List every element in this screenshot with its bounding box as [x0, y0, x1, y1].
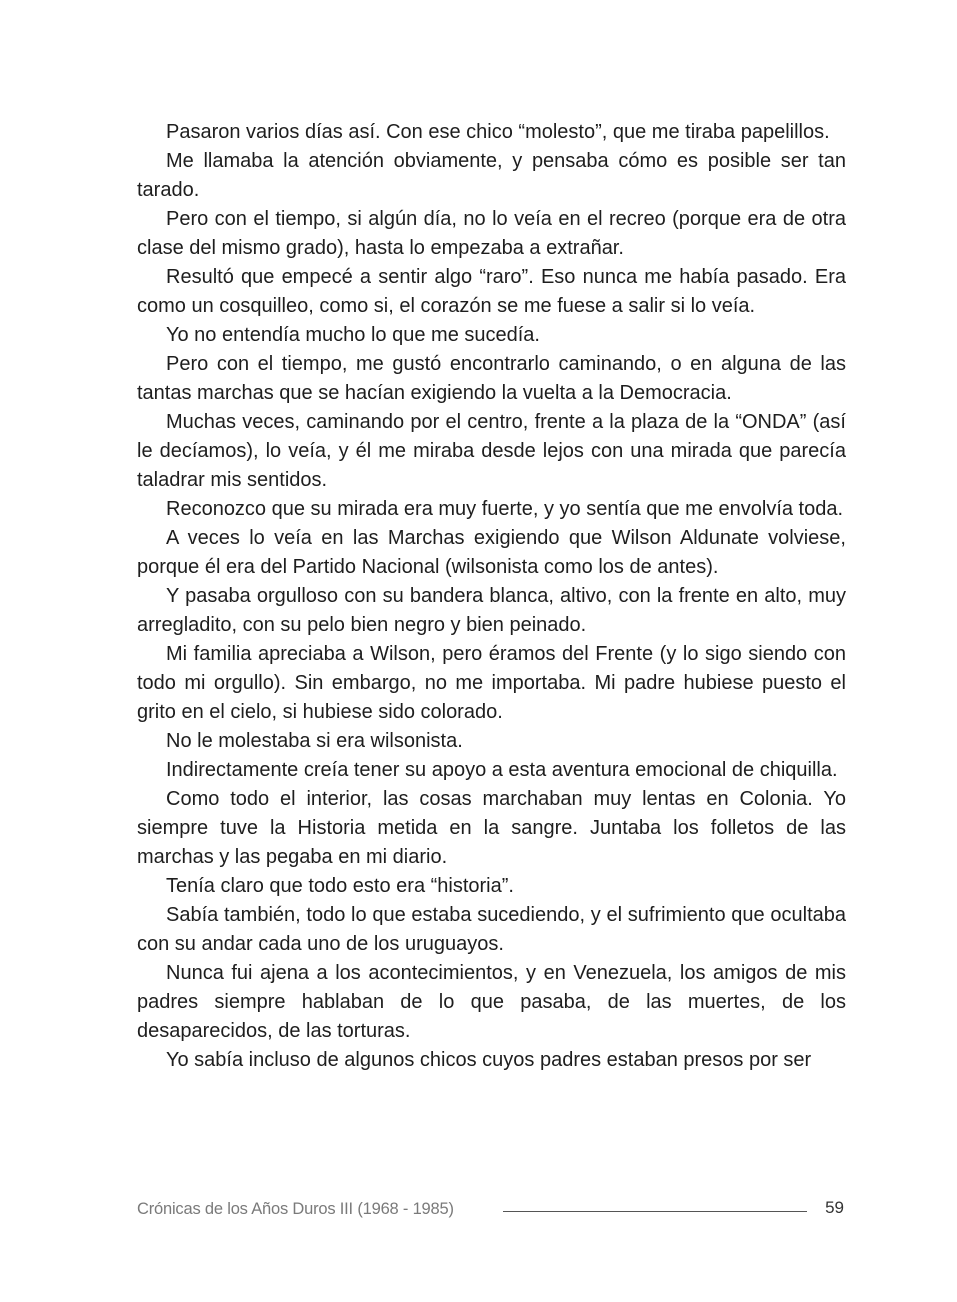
paragraph: Resultó que empecé a sentir algo “raro”. Eso nunca me había pasado. Era como un cosquilleo, como si, el corazón se me fuese a salir si lo veía. — [137, 266, 846, 317]
paragraph: Y pasaba orgulloso con su bandera blanca, altivo, con la frente en alto, muy arregladito, con su pelo bien negro y bien peinado. — [137, 585, 846, 636]
paragraph: Indirectamente creía tener su apoyo a esta aventura emocional de chiquilla. — [166, 759, 838, 781]
paragraph: A veces lo veía en las Marchas exigiendo que Wilson Aldunate volviese, porque él era del Partido Nacional (wilsonista como los de antes). — [137, 527, 846, 578]
paragraph: Pasaron varios días así. Con ese chico “molesto”, que me tiraba papelillos. — [166, 121, 830, 143]
paragraph: Como todo el interior, las cosas marchaban muy lentas en Colonia. Yo siempre tuve la Historia metida en la sangre. Juntaba los folletos de las marchas y las pegaba en mi diario. — [137, 788, 846, 868]
paragraph: Nunca fui ajena a los acontecimientos, y en Venezuela, los amigos de mis padres siempre hablaban de lo que pasaba, de las muertes, de los desaparecidos, de las torturas. — [137, 962, 846, 1042]
paragraph: Me llamaba la atención obviamente, y pensaba cómo es posible ser tan tarado. — [137, 150, 846, 201]
paragraph: Sabía también, todo lo que estaba sucediendo, y el sufrimiento que ocultaba con su andar cada uno de los uruguayos. — [137, 904, 846, 955]
page-number: 59 — [825, 1198, 844, 1217]
paragraph: Mi familia apreciaba a Wilson, pero éramos del Frente (y lo sigo siendo con todo mi orgullo). Sin embargo, no me importaba. Mi padre hubiese puesto el grito en el cielo, si hubiese sido colorado. — [137, 643, 846, 723]
paragraph: No le molestaba si era wilsonista. — [166, 730, 463, 752]
paragraph: Reconozco que su mirada era muy fuerte, y yo sentía que me envolvía toda. — [166, 498, 844, 520]
paragraph: Pero con el tiempo, si algún día, no lo veía en el recreo (porque era de otra clase del mismo grado), hasta lo empezaba a extrañar. — [137, 208, 846, 259]
footer-book-title: Crónicas de los Años Duros III (1968 - 1985) — [137, 1200, 454, 1218]
paragraph: Yo no entendía mucho lo que me sucedía. — [166, 324, 540, 346]
footer-divider — [503, 1211, 807, 1212]
paragraph: Yo sabía incluso de algunos chicos cuyos padres estaban presos por ser — [166, 1049, 812, 1071]
paragraph: Tenía claro que todo esto era “historia”. — [166, 875, 514, 897]
body-text — [137, 118, 846, 1075]
paragraph: Pero con el tiempo, me gustó encontrarlo caminando, o en alguna de las tantas marchas que se hacían exigiendo la vuelta a la Democracia. — [137, 353, 846, 404]
page-footer — [137, 1197, 846, 1221]
paragraph: Muchas veces, caminando por el centro, frente a la plaza de la “ONDA” (así le decíamos), lo veía, y él me miraba desde lejos con una mirada que parecía taladrar mis sentidos. — [137, 411, 846, 491]
